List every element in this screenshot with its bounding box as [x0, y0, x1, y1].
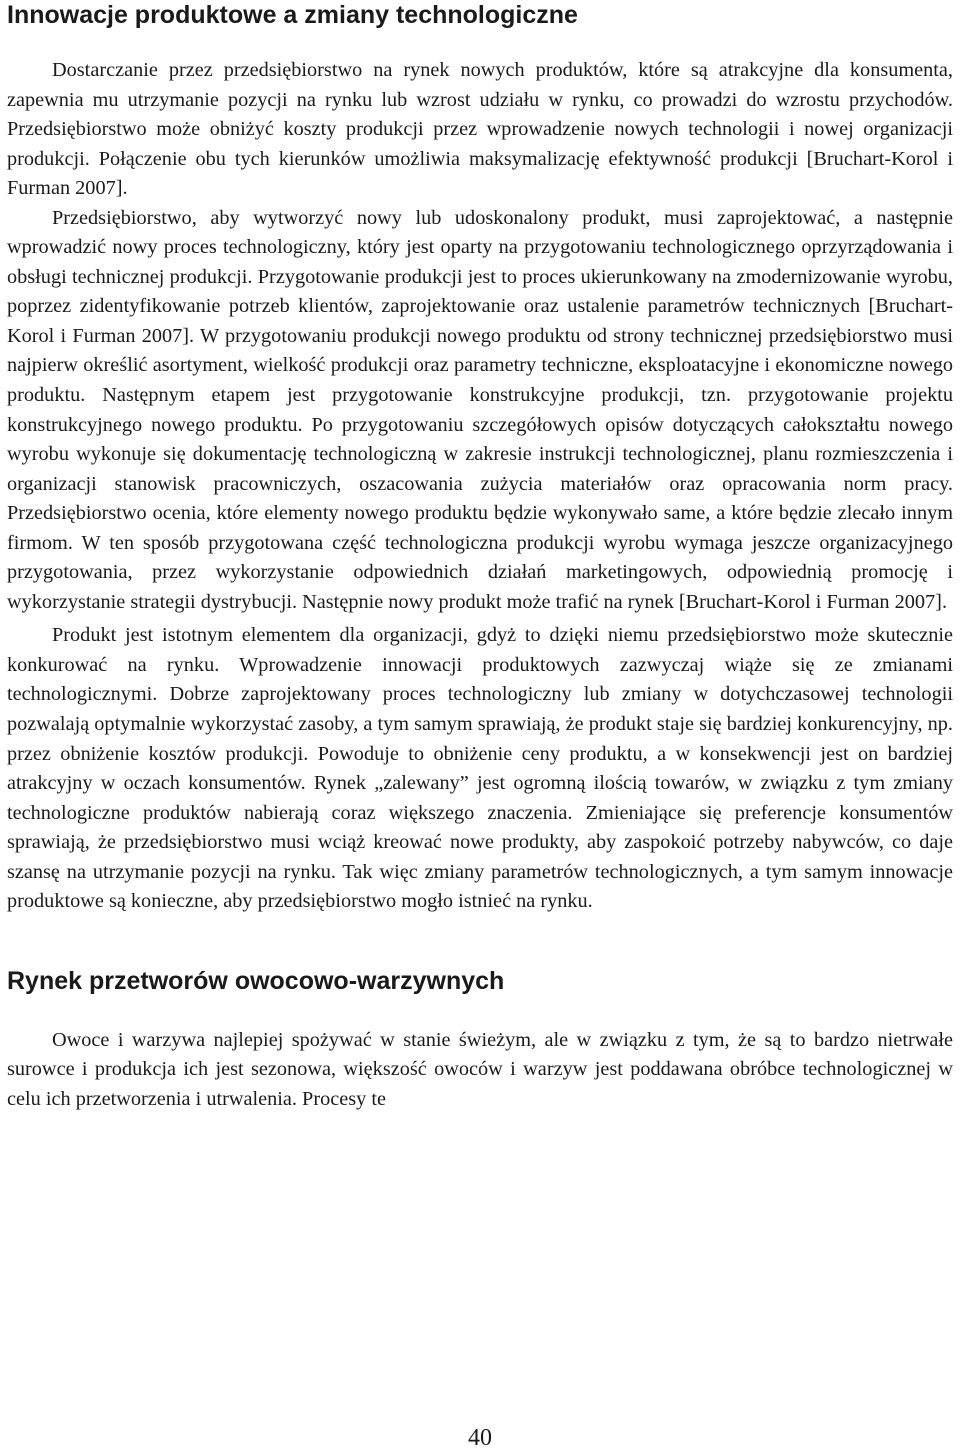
document-page [7, 0, 953, 1115]
paragraph-product-competitiveness: Produkt jest istotnym elementem dla organizacji, gdyż to dzięki niemu przedsiębiorstwo może skutecznie konkurować na rynku. Wprowadzenie innowacji produktowych zazwyczaj wiąże się ze zmianami technologicznymi. Dobrze zaprojektowany proces technologiczny lub zmiany w dotychczasowej technologii pozwalają optymalnie wykorzystać zasoby, a tym samym sprawiają, że produkt staje się bardziej konkurencyjny, np. przez obniżenie kosztów produkcji. Powoduje to obniżenie ceny produktu, a w konsekwencji jest on bardziej atrakcyjny w oczach konsumentów. Rynek „zalewany” jest ogromną ilością towarów, w związku z tym zmiany technologiczne produktów nabierają coraz większego znaczenia. Zmieniające się preferencje konsumentów sprawiają, że przedsiębiorstwo musi wciąż kreować nowe produkty, aby zaspokoić potrzeby nabywców, co daje szansę na utrzymanie pozycji na rynku. Tak więc zmiany parametrów technologicznych, a tym samym innowacje produktowe są konieczne, aby przedsiębiorstwo mogło istnieć na rynku. [7, 624, 953, 913]
section-heading-innovations: Innowacje produktowe a zmiany technologiczne [7, 1, 578, 29]
paragraph-fruit-vegetable-processing: Owoce i warzywa najlepiej spożywać w stanie świeżym, ale w związku z tym, że są to bardzo nietrwałe surowce i produkcja ich jest sezonowa, większość owoców i warzyw jest poddawana obróbce technologicznej w celu ich przetworzenia i utrwalenia. Procesy te [7, 1028, 953, 1110]
page-number: 40 [468, 1425, 492, 1451]
section-heading-fruit-vegetable-market: Rynek przetworów owocowo-warzywnych [7, 966, 505, 995]
paragraph-product-innovation-intro: Dostarczanie przez przedsiębiorstwo na rynek nowych produktów, które są atrakcyjne dla konsumenta, zapewnia mu utrzymanie pozycji na rynku lub wzrost udziału w rynku, co prowadzi do wzrostu przychodów. Przedsiębiorstwo może obniżyć koszty produkcji przez wprowadzenie nowych technologii i nowej organizacji produkcji. Połączenie obu tych kierunków umożliwia maksymalizację efektywność produkcji [Bruchart-Korol i Furman 2007]. [7, 59, 953, 200]
paragraph-production-preparation: Przedsiębiorstwo, aby wytworzyć nowy lub udoskonalony produkt, musi zaprojektować, a następnie wprowadzić nowy proces technologiczny, który jest oparty na przygotowaniu technologicznego oprzyrządowania i obsługi technicznej produkcji. Przygotowanie produkcji jest to proces ukierunkowany na zmodernizowanie wyrobu, poprzez zidentyfikowanie potrzeb klientów, zaprojektowanie oraz ustalenie parametrów technicznych [Bruchart-Korol i Furman 2007]. W przygotowaniu produkcji nowego produktu od strony technicznej przedsiębiorstwo musi najpierw określić asortyment, wielkość produkcji oraz parametry techniczne, eksploatacyjne i ekonomiczne nowego produktu. Następnym etapem jest przygotowanie konstrukcyjne produkcji, tzn. przygotowanie projektu konstrukcyjnego nowego produktu. Po przygotowaniu szczegółowych opisów dotyczących całokształtu nowego wyrobu wykonuje się dokumentację technologiczną w zakresie instrukcji technologicznej, planu rozmieszczenia i organizacji stanowisk pracowniczych, oszacowania zużycia materiałów oraz opracowania norm pracy. Przedsiębiorstwo ocenia, które elementy nowego produktu będzie wykonywało same, a które będzie zlecało innym firmom. W ten sposób przygotowana część technologiczna produkcji wyrobu wymaga jeszcze organizacyjnego przygotowania, przez wykorzystanie odpowiednich działań marketingowych, odpowiednią promocję i wykorzystanie strategii dystrybucji. Następnie nowy produkt może trafić na rynek [Bruchart-Korol i Furman 2007]. [7, 206, 953, 613]
